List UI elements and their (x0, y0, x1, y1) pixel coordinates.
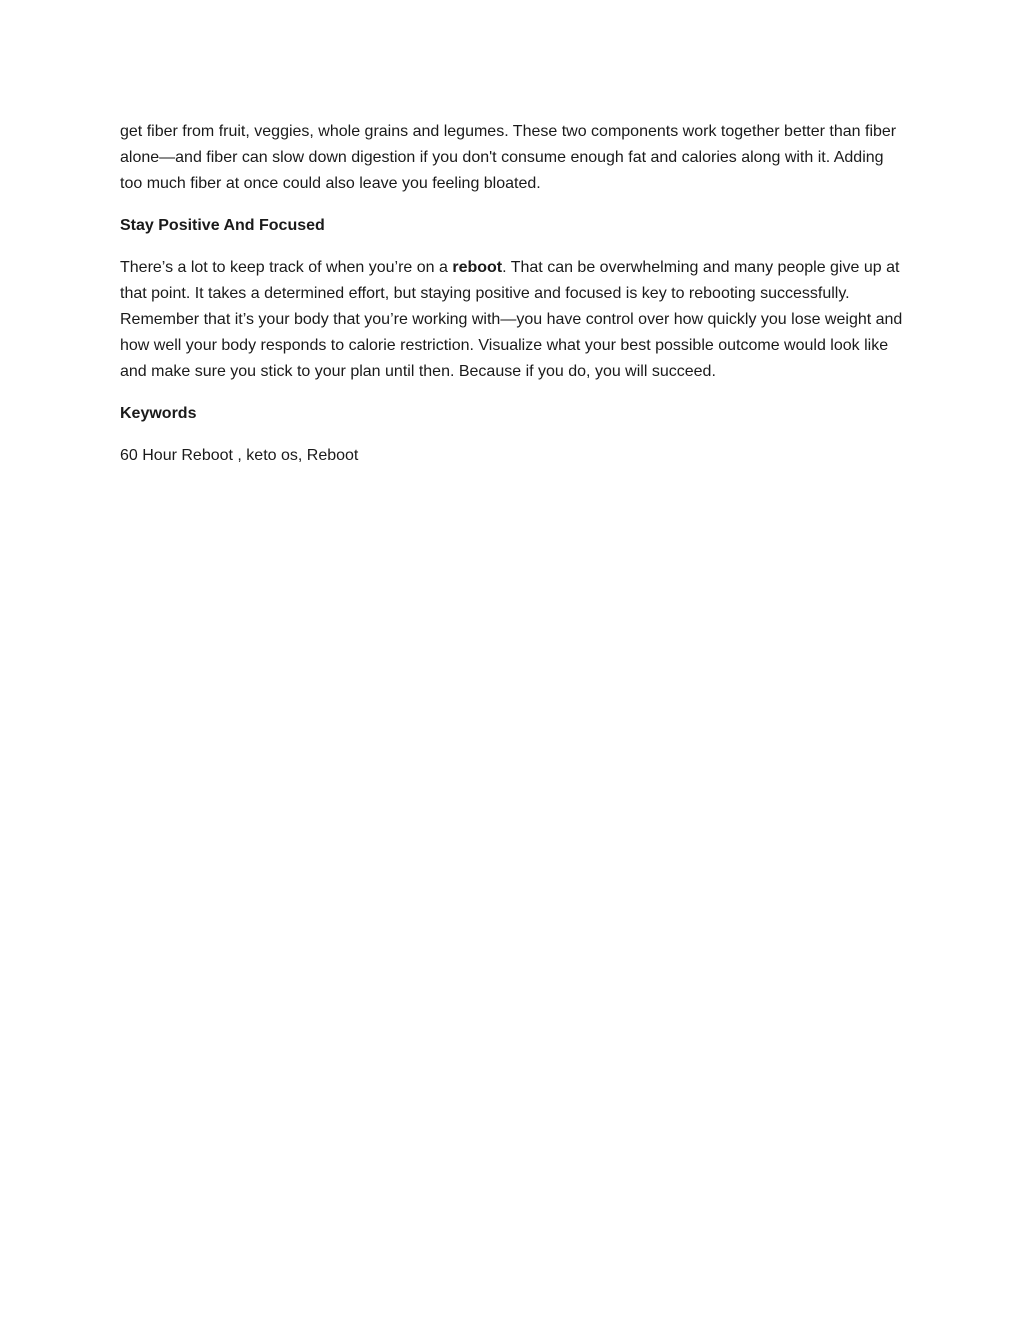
keywords-list: 60 Hour Reboot , keto os, Reboot (120, 447, 359, 464)
section-heading-keywords: Keywords (120, 405, 197, 422)
paragraph-stay-positive (120, 255, 910, 385)
document-body (120, 119, 910, 485)
paragraph-text-after: . That can be overwhelming and many people give up at that point. It takes a determined effort, but staying positive and focused is key to rebooting successfully. Remember that it’s your body that you’re working with—you have control over how quickly you lose weight and how well your body responds to calorie restriction. Visualize what your best possible outcome would look like and make sure you stick to your plan until then. Because if you do, you will succeed. (120, 259, 903, 380)
paragraph-fiber: get fiber from fruit, veggies, whole grains and legumes. These two components work together better than fiber alone—and fiber can slow down digestion if you don't consume enough fat and calories along with it. Adding too much fiber at once could also leave you feeling bloated. (120, 123, 897, 192)
section-heading-stay-positive: Stay Positive And Focused (120, 217, 325, 234)
paragraph-text-before: There’s a lot to keep track of when you’re on a (120, 259, 453, 276)
bold-term-reboot: reboot (452, 259, 503, 276)
